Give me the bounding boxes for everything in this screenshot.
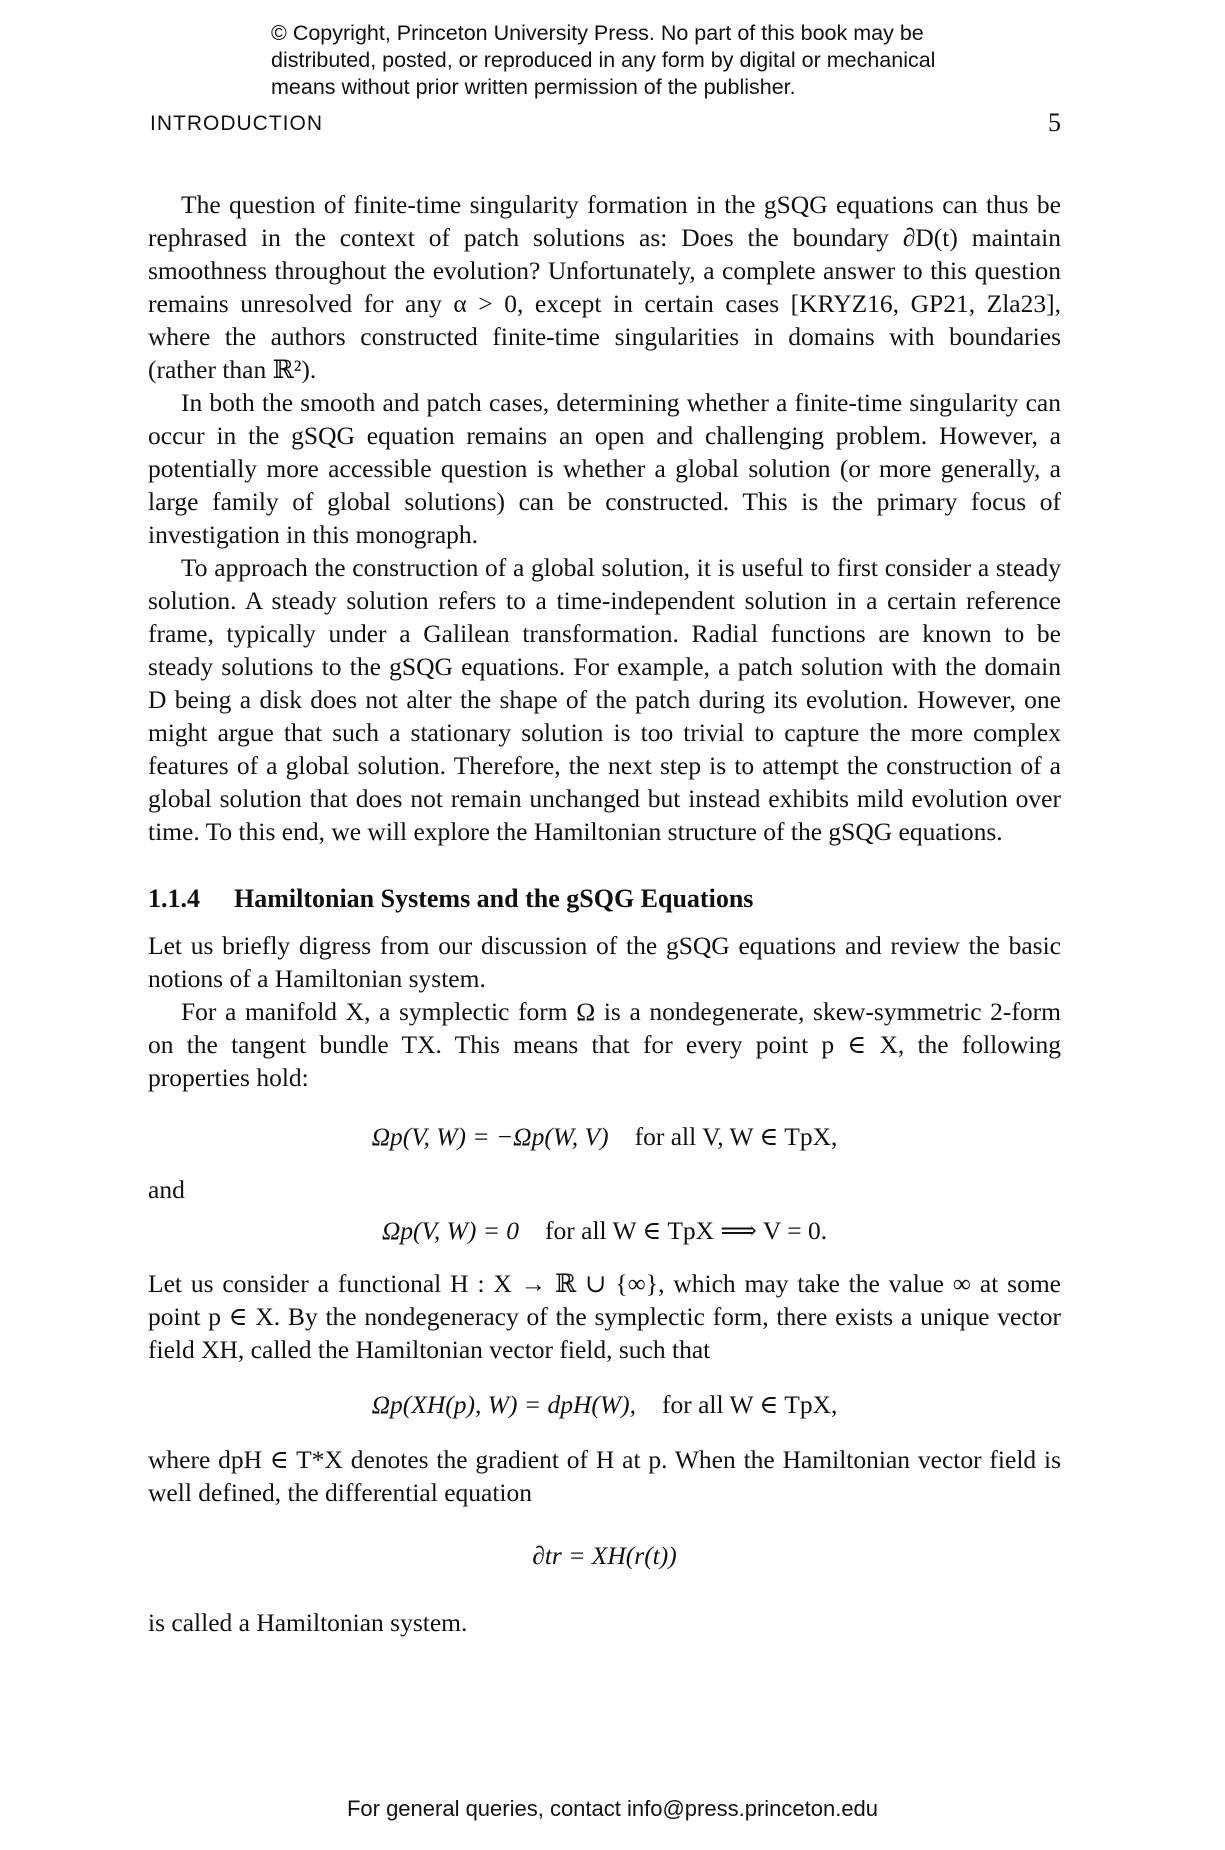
footer-contact: For general queries, contact info@press.princeton.edu xyxy=(346,1796,879,1821)
section-title: Hamiltonian Systems and the gSQG Equations xyxy=(234,884,754,913)
page-number: 5 xyxy=(1048,108,1061,137)
equation-antisymmetry xyxy=(148,1120,1061,1153)
equation-condition: for all W ∈ TpX ⟹ V = 0. xyxy=(545,1216,828,1245)
equation-condition: for all W ∈ TpX, xyxy=(661,1390,838,1419)
equation-lhs: Ωp(V, W) = −Ωp(W, V) xyxy=(371,1122,609,1151)
section-heading xyxy=(148,882,1061,915)
copyright-line: © Copyright, Princeton University Press. No part of this book may be xyxy=(271,21,924,45)
paragraph: where dpH ∈ T*X denotes the gradient of H at p. When the Hamiltonian vector field is well defined, the differential equation xyxy=(148,1445,1061,1507)
paragraph: The question of finite-time singularity formation in the gSQG equations can thus be rephrased in the context of patch solutions as: Does the boundary ∂D(t) maintain smoothness throughout the evolution? Unfortunately, a complete answer to this question remains unresolved for any α > 0, except in certain cases [KRYZ16, GP21, Zla23], where the authors constructed finite-time singularities in domains with boundaries (rather than ℝ²). xyxy=(148,190,1061,384)
copyright-line: means without prior written permission of the publisher. xyxy=(271,75,796,99)
copyright-line: distributed, posted, or reproduced in any form by digital or mechanical xyxy=(271,48,936,72)
page-body xyxy=(148,188,1061,1639)
paragraph: Let us briefly digress from our discussion of the gSQG equations and review the basic notions of a Hamiltonian system. xyxy=(148,931,1061,993)
section-number: 1.1.4 xyxy=(148,884,200,913)
paragraph: Let us consider a functional H : X → ℝ ∪ {∞}, which may take the value ∞ at some point p ∈ X. By the nondegeneracy of the symplectic form, there exists a unique vector field XH, called the Hamiltonian vector field, such that xyxy=(148,1269,1061,1364)
paragraph: In both the smooth and patch cases, determining whether a finite-time singularity can occur in the gSQG equation remains an open and challenging problem. However, a potentially more accessible question is whether a global solution (or more generally, a large family of global solutions) can be constructed. This is the primary focus of investigation in this monograph. xyxy=(148,388,1061,549)
equation-lhs: Ωp(V, W) = 0 xyxy=(381,1216,520,1245)
equation-condition: for all V, W ∈ TpX, xyxy=(634,1122,838,1151)
equation-nondegeneracy xyxy=(148,1214,1061,1247)
connective-text: and xyxy=(148,1175,185,1204)
equation-lhs: Ωp(XH(p), W) = dpH(W), xyxy=(371,1390,636,1419)
paragraph: To approach the construction of a global solution, it is useful to first consider a steady solution. A steady solution refers to a time-independent solution in a certain reference frame, typically under a Galilean transformation. Radial functions are known to be steady solutions to the gSQG equations. For example, a patch solution with the domain D being a disk does not alter the shape of the patch during its evolution. However, one might argue that such a stationary solution is too trivial to capture the more complex features of a global solution. Therefore, the next step is to attempt the construction of a global solution that does not remain unchanged but instead exhibits mild evolution over time. To this end, we will explore the Hamiltonian structure of the gSQG equations. xyxy=(148,553,1061,846)
paragraph: is called a Hamiltonian system. xyxy=(148,1608,468,1637)
paragraph: For a manifold X, a symplectic form Ω is a nondegenerate, skew-symmetric 2-form on the tangent bundle TX. This means that for every point p ∈ X, the following properties hold: xyxy=(148,997,1061,1092)
copyright-notice xyxy=(271,20,991,101)
equation-hamiltonian-system: ∂tr = XH(r(t)) xyxy=(532,1541,677,1570)
running-head: INTRODUCTION xyxy=(150,112,323,135)
equation-hamiltonian-field xyxy=(148,1388,1061,1421)
